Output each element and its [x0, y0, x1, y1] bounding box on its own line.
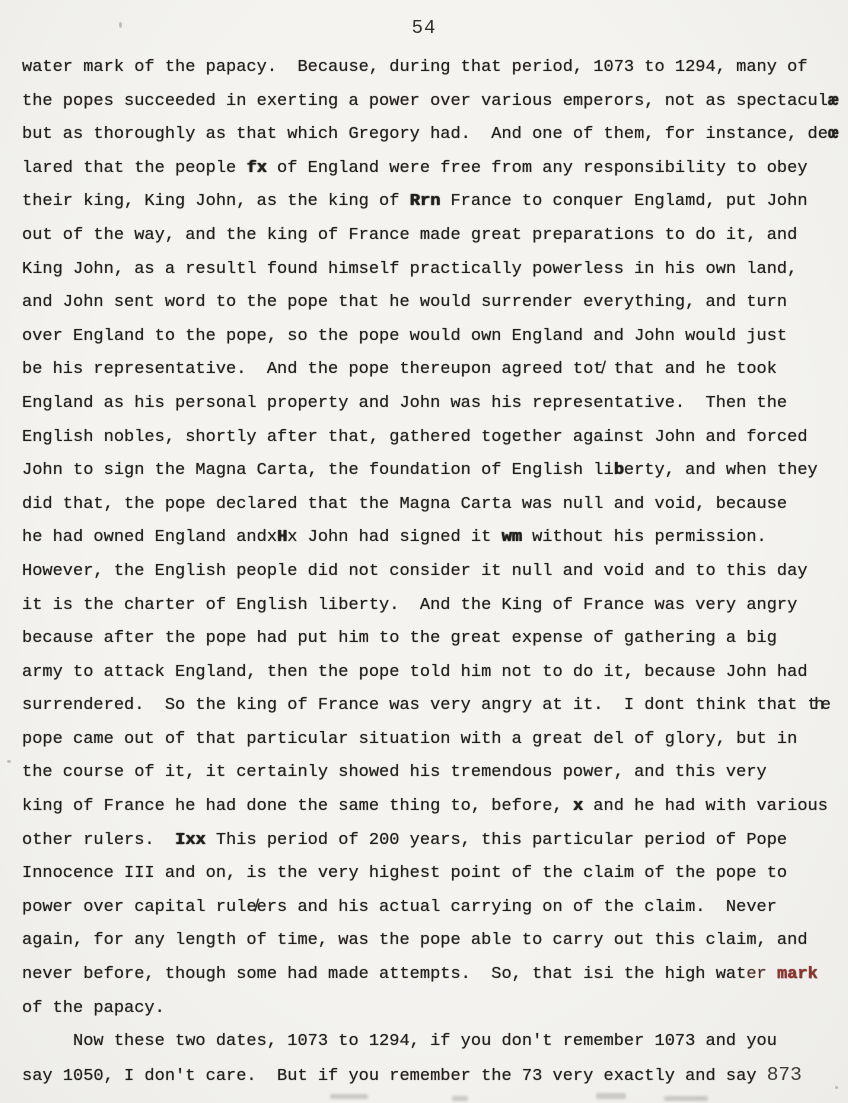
body-text: did that, the pope declared that the Magna Carta was null and void, because: [22, 494, 788, 514]
text-line: [22, 1025, 834, 1059]
scan-smudge: [330, 1094, 368, 1099]
body-text: King John, as a resultl found himself practically powerless in his own land,: [22, 259, 798, 279]
text-line: [22, 756, 834, 790]
scan-speck: [835, 1086, 838, 1089]
text-line: [22, 589, 834, 623]
body-text: and John sent word to the pope that he would surrender everything, and turn: [22, 293, 788, 313]
text-line: [22, 185, 834, 219]
body-text: over England to the pope, so the pope would own England and John would just: [22, 326, 788, 346]
overstrike-text: æ: [827, 91, 839, 111]
text-line: [22, 488, 834, 522]
body-text: ers and his actual carrying on of the claim. Never: [256, 897, 777, 917]
body-text: water mark of the papacy. Because, during that period, 1073 to 1294, many of: [22, 58, 808, 77]
text-line: [22, 992, 834, 1026]
overstrike-text: b: [613, 461, 624, 481]
text-line: [22, 723, 834, 757]
scan-speck: [7, 760, 11, 763]
body-text: other rulers.: [22, 830, 176, 850]
text-line: [22, 387, 834, 421]
text-line: [22, 958, 834, 992]
body-text: lared that the people: [22, 158, 247, 178]
body-text: because after the pope had put him to the great expense of gathering a big: [22, 629, 777, 649]
body-text: Innocence III and on, is the very highest point of the claim of the pope to: [22, 864, 788, 884]
text-body: [22, 51, 839, 1092]
body-text: of England were free from any responsibility to obey: [266, 158, 808, 178]
overstrike-text: er: [746, 965, 777, 985]
text-line: [22, 521, 834, 555]
body-text: without his permission.: [521, 528, 767, 548]
body-text: king of France he had done the same thing to, before,: [22, 797, 573, 817]
text-line: [22, 85, 839, 119]
text-line: [22, 790, 834, 824]
body-text: Now these two dates, 1073 to 1294, if you don't remember 1073 and you: [22, 1032, 777, 1052]
body-text: of the papacy.: [22, 998, 165, 1018]
text-line: [22, 824, 834, 858]
body-text: John to sign the Magna Carta, the foundation of English li: [22, 461, 614, 481]
overstrike-text: œ: [827, 125, 839, 145]
body-text: their king, King John, as the king of: [22, 192, 410, 212]
text-line: [22, 253, 834, 287]
text-line: [22, 353, 834, 387]
text-line: [22, 555, 834, 589]
overstrike-text: the: [807, 696, 828, 716]
body-text: surrendered. So the king of France was very angry at it. I dont think that: [22, 696, 808, 716]
text-line: [22, 891, 834, 925]
body-text: English nobles, shortly after that, gathered together against John and forced: [22, 427, 808, 447]
body-text: that and he took: [603, 360, 777, 380]
text-line: [22, 118, 839, 152]
text-line: [22, 421, 834, 455]
overstrike-text: fx: [246, 158, 267, 178]
body-text: and he had with various: [583, 797, 828, 817]
text-line: [22, 924, 834, 958]
scan-smudge: [664, 1096, 708, 1101]
body-text: out of the way, and the king of France made great preparations to do it, and: [22, 225, 798, 245]
scan-smudge: [596, 1093, 626, 1099]
body-text: army to attack England, then the pope told him not to do it, because John had: [22, 662, 808, 682]
body-text: e̸: [246, 897, 257, 917]
body-text: again, for any length of time, was the pope able to carry out this claim, and: [22, 931, 808, 951]
body-text: This period of 200 years, this particular period of Pope: [205, 830, 788, 850]
body-text: However, the English people did not consider it null and void and to this day: [22, 561, 808, 581]
text-line: [22, 152, 834, 186]
body-text: England as his personal property and John was his representative. Then the: [22, 393, 788, 413]
text-line: [22, 1059, 834, 1093]
scan-smudge: [452, 1096, 468, 1101]
overstrike-text: Ixx: [175, 830, 206, 850]
body-text: say 1050, I don't care. But if you remember the 73 very exactly and say: [22, 1066, 767, 1086]
body-text: erty, and when they: [623, 461, 818, 481]
overstrike-text: H: [277, 528, 288, 548]
body-text: pope came out of that particular situation with a great del of glory, but in: [22, 729, 798, 749]
body-text: France to conquer Englamd, put John: [440, 192, 808, 212]
overstrike-text: Rrn: [409, 192, 441, 212]
text-line: [22, 320, 834, 354]
page-number: 54: [411, 17, 437, 39]
text-line: [22, 622, 834, 656]
overstrike-text: wm: [501, 528, 522, 548]
body-text: x John had signed it: [287, 528, 502, 548]
body-text: power over capital rul: [22, 897, 247, 917]
overstrike-text: mark: [776, 965, 818, 985]
body-text: but as thoroughly as that which Gregory had. And one of them, for instance, de: [22, 125, 828, 145]
body-text: he had owned England andx: [22, 528, 278, 548]
text-line: [22, 219, 834, 253]
text-line: [22, 689, 834, 723]
body-text: t̸: [593, 360, 604, 380]
text-line: [22, 454, 834, 488]
body-text: the course of it, it certainly showed his tremendous power, and this very: [22, 763, 767, 783]
body-text: never before, though some had made attempts. So, that isi the high wat: [22, 965, 747, 985]
text-line: [22, 51, 834, 85]
body-text: be his representative. And the pope thereupon agreed to: [22, 360, 594, 380]
overstrike-text: 873: [766, 1063, 802, 1086]
overstrike-text: x: [572, 797, 584, 817]
body-text: the popes succeeded in exerting a power over various emperors, not as spectacul: [22, 91, 828, 111]
text-line: [22, 286, 834, 320]
text-line: [22, 656, 834, 690]
text-line: [22, 857, 834, 891]
body-text: it is the charter of English liberty. And the King of France was very angry: [22, 595, 798, 615]
